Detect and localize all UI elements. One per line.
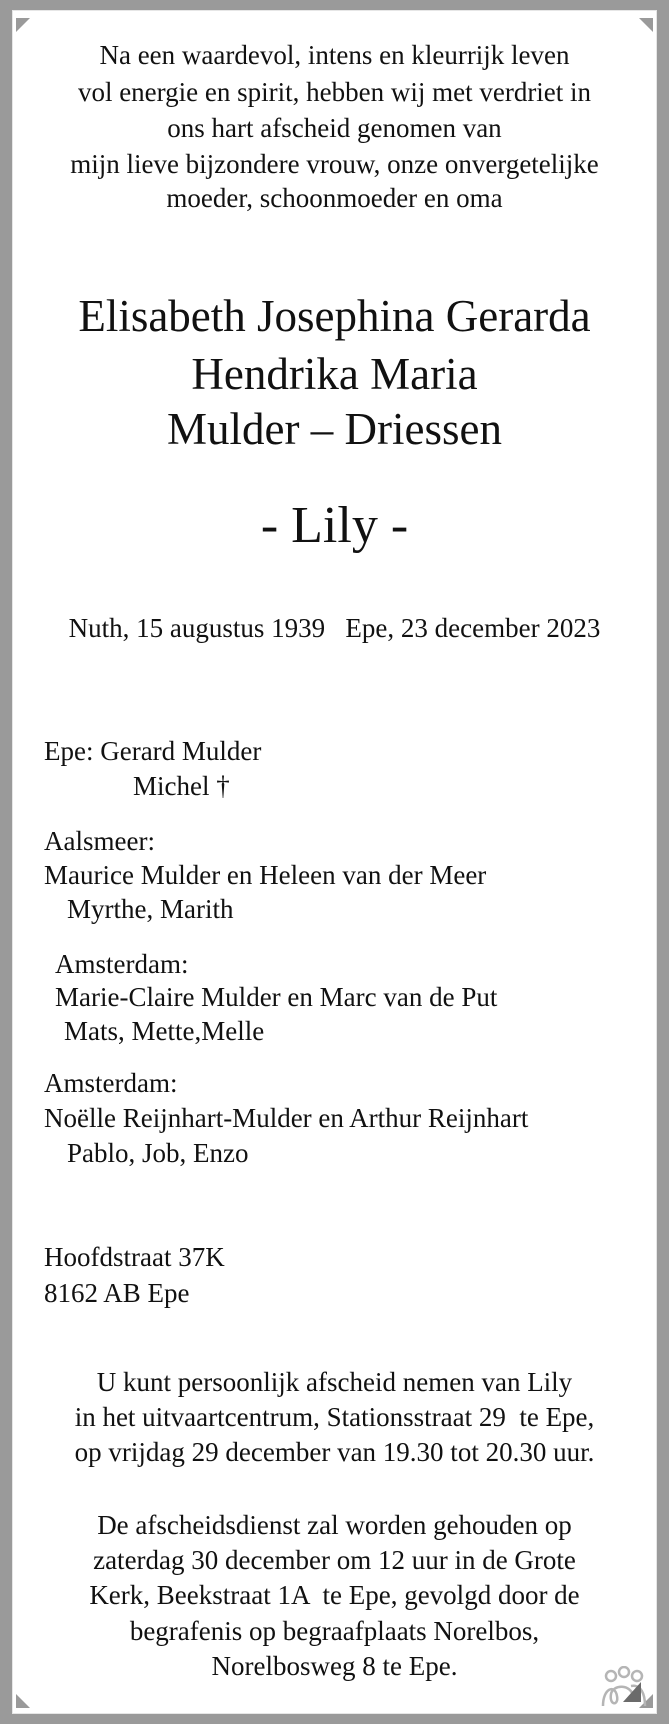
name-line: Mulder – Driessen	[167, 404, 502, 454]
family-line: Amsterdam:	[55, 949, 189, 979]
people-logo-icon	[601, 1666, 647, 1706]
life-dates: Nuth, 15 augustus 1939 Epe, 23 december 2023	[68, 613, 601, 643]
name-line: Hendrika Maria	[191, 349, 478, 399]
family-line: Mats, Mette,Melle	[64, 1016, 265, 1046]
family-line: Epe: Gerard Mulder	[44, 736, 262, 766]
visitation-line: in het uitvaartcentrum, Stationsstraat 29 te Epe,	[74, 1402, 595, 1432]
visitation-line: op vrijdag 29 december van 19.30 tot 20.30 uur.	[74, 1437, 595, 1467]
family-line: Maurice Mulder en Heleen van der Meer	[44, 860, 487, 890]
corner-decoration	[639, 18, 653, 32]
service-line: zaterdag 30 december om 12 uur in de Grote	[93, 1545, 576, 1575]
service-line: Norelbosweg 8 te Epe.	[211, 1651, 458, 1681]
family-line: Pablo, Job, Enzo	[67, 1138, 249, 1168]
service-line: De afscheidsdienst zal worden gehouden op	[97, 1510, 572, 1540]
service-line: begrafenis op begraafplaats Norelbos,	[129, 1616, 540, 1646]
service-line: Kerk, Beekstraat 1A te Epe, gevolgd door de	[89, 1580, 580, 1610]
intro-line: Na een waardevol, intens en kleurrijk leven	[99, 40, 570, 70]
family-line: Myrthe, Marith	[67, 894, 234, 924]
family-line: Amsterdam:	[44, 1068, 178, 1098]
address-line: Hoofdstraat 37K	[44, 1242, 225, 1272]
family-line: Aalsmeer:	[44, 826, 155, 856]
intro-line: ons hart afscheid genomen van	[167, 113, 502, 143]
corner-decoration	[16, 18, 30, 32]
address-line: 8162 AB Epe	[44, 1278, 190, 1308]
family-line: Noëlle Reijnhart-Mulder en Arthur Reijnhart	[44, 1103, 529, 1133]
corner-decoration	[16, 1694, 30, 1708]
family-line: Marie-Claire Mulder en Marc van de Put	[55, 982, 498, 1012]
nickname: - Lily -	[260, 497, 409, 554]
intro-line: mijn lieve bijzondere vrouw, onze onvergetelijke	[70, 149, 599, 179]
intro-line: vol energie en spirit, hebben wij met verdriet in	[77, 77, 592, 107]
name-line: Elisabeth Josephina Gerarda	[78, 291, 591, 341]
intro-line: moeder, schoonmoeder en oma	[166, 183, 503, 213]
visitation-line: U kunt persoonlijk afscheid nemen van Lily	[96, 1367, 573, 1397]
family-line: Michel †	[133, 771, 230, 801]
